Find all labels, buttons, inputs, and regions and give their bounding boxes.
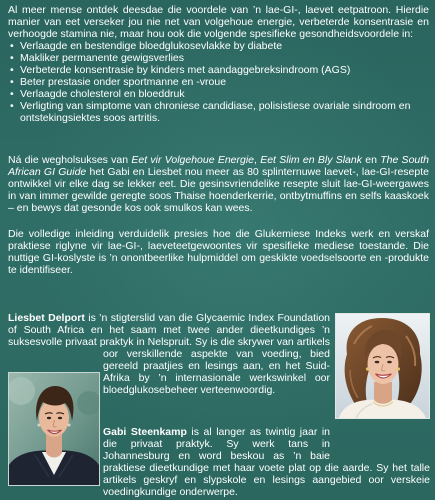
portrait-illustration [9,373,99,485]
text-wrap-spacer [330,426,430,456]
introduction-paragraph: Die volledige inleiding verduidelik presies hoe die Glukemiese Indeks werk en verskaf praktiese riglyne vir lae-GI-, laeveteetgewoontes vir spesifieke mediese toestande. Die nuttige GI-koslyste is ’n onontbeerlike hulpmiddel om geskikte voedselsoorte en -produkte te identifiseer. [8,228,429,276]
recipes-paragraph [8,154,429,214]
recipes-text-separator: , [254,154,261,166]
book-title: Eet vir Volgehoue Energie [131,154,255,166]
author-bio-text: is ’n stigterslid van die Glycaemic Index Foundation of South Africa en het saam met twee ander dieetkundiges ’n suksesvolle privaat praktyk in Nelspruit. Sy is die skrywer van artikels oor verskillende aspekte van voeding, bied gereeld praatjies en lesings aan, en het Suid-Afrika by ’n internasionale werkswinkel oor bloedglukosebeheer verteenwoordig. [8,312,330,396]
author-bio-text: is al langer as twintig jaar in die privaat praktyk. Sy werk tans in Johannesburg en word beskou as ’n baie praktiese dieetkundige met haar voete plat op die aarde. Sy het talle artikels geskryf en slypskole en lesings aangebied oor verskeie voedingkundige onderwerpe. [103,426,430,498]
benefit-item: • Beter prestasie onder sportmanne en -vroue [20,76,429,88]
gabi-steenkamp-photo [8,372,100,486]
benefits-list [8,40,429,124]
book-title: The South African GI Guide [8,154,429,178]
benefit-item: • Verlaagde en bestendige bloedglukosevlakke by diabete [20,40,429,52]
recipes-text-separator: en [361,154,381,166]
intro-section [8,4,429,124]
book-title: Eet Slim en Bly Slank [260,154,362,166]
liesbet-delport-photo [335,313,430,419]
author-name: Liesbet Delport [8,312,85,324]
portrait-illustration [336,314,429,418]
benefit-item: • Verbeterde konsentrasie by kinders met aandaggebreksindroom (AGS) [20,64,429,76]
intro-paragraph: Al meer mense ontdek deesdae die voordele van ’n lae-GI-, laevet eetpatroon. Hierdie manier van eet verseker jou nie net van volgehoue energie, verbeterde konsentrasie en verhoogde stamina nie, maar hou ook die volgende spesifieke gesondheidsvoordele in: [8,4,429,40]
benefit-item: • Verligting van simptome van chroniese candidiase, polisistiese ovariale sindroom en ontstekingsiektes soos artritis. [20,100,429,124]
author-bio-gabi [103,426,430,498]
benefit-item: • Verlaagde cholesterol en bloeddruk [20,88,429,100]
benefit-item: • Makliker permanente gewigsverlies [20,52,429,64]
recipes-text-tail: het Gabi en Liesbet nou meer as 80 splinternuwe laevet-, lae-GI-resepte ontwikkel vir elke dag se lekker eet. Die gesinsvriendelike resepte sluit lae-GI-weergawes in van immer gewilde geregte soos Thaise hoenderkerrie, ontbytmuffins en selfs kaaskoek – en bewys dat gesonde kos ook smulkos kan wees. [8,166,429,214]
author-name: Gabi Steenkamp [103,426,187,438]
recipes-text-lead: Ná die wegholsukses van [8,154,132,166]
